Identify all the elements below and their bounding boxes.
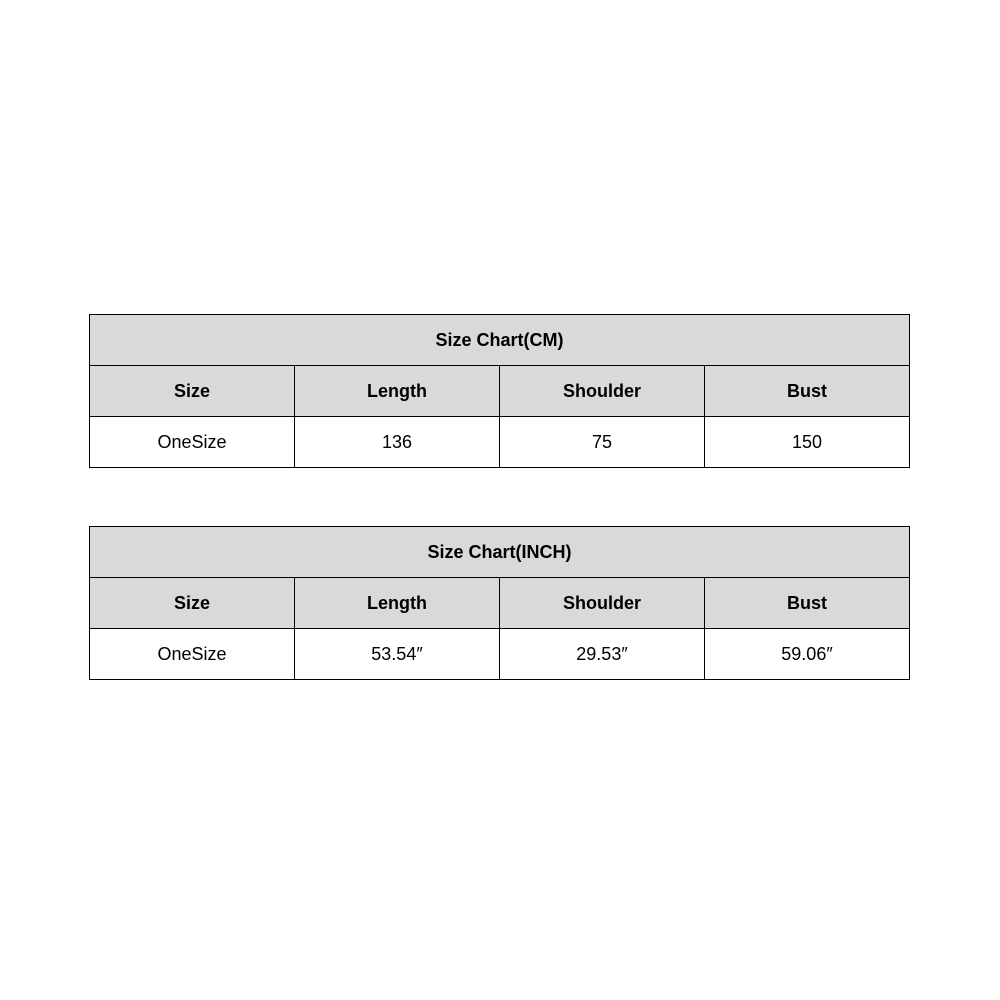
table-title-row [90, 527, 910, 578]
column-header-size: Size [90, 578, 295, 629]
table-row [90, 417, 910, 468]
cell-shoulder: 29.53″ [500, 629, 705, 680]
size-chart-cm-table [89, 314, 910, 468]
table-title: Size Chart(CM) [90, 315, 910, 366]
column-header-bust: Bust [705, 578, 910, 629]
cell-length: 136 [295, 417, 500, 468]
cell-length: 53.54″ [295, 629, 500, 680]
size-chart-inch-table [89, 526, 910, 680]
table-row [90, 629, 910, 680]
column-header-length: Length [295, 578, 500, 629]
cell-bust: 59.06″ [705, 629, 910, 680]
table-title: Size Chart(INCH) [90, 527, 910, 578]
column-header-shoulder: Shoulder [500, 366, 705, 417]
column-header-size: Size [90, 366, 295, 417]
column-header-shoulder: Shoulder [500, 578, 705, 629]
table-title-row [90, 315, 910, 366]
cell-size: OneSize [90, 629, 295, 680]
column-header-length: Length [295, 366, 500, 417]
column-header-bust: Bust [705, 366, 910, 417]
cell-bust: 150 [705, 417, 910, 468]
table-header-row [90, 366, 910, 417]
cell-size: OneSize [90, 417, 295, 468]
table-header-row [90, 578, 910, 629]
cell-shoulder: 75 [500, 417, 705, 468]
